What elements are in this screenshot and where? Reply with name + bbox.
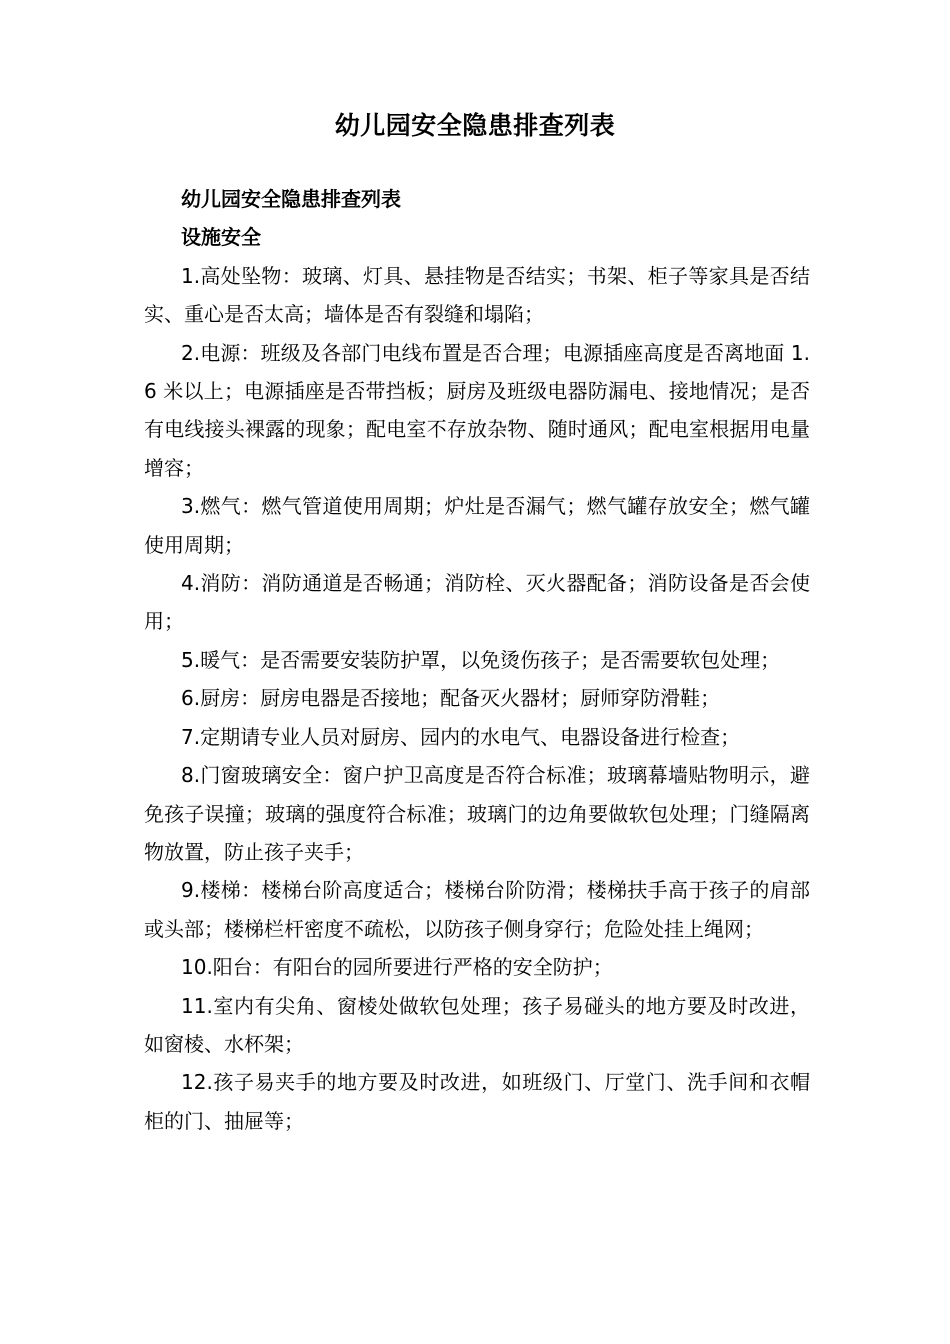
document-body: [144, 180, 810, 1140]
page-title: 幼儿园安全隐患排查列表: [334, 111, 616, 140]
list-item: 3.燃气：燃气管道使用周期；炉灶是否漏气；燃气罐存放安全；燃气罐使用周期；: [144, 494, 810, 557]
list-item: 2.电源：班级及各部门电线布置是否合理；电源插座高度是否离地面 1.6 米以上；电源插座是否带挡板；厨房及班级电器防漏电、接地情况；是否有电线接头裸露的现象；配电室不存放杂物、随时通风；配电室根据用电量增容；: [144, 340, 810, 480]
list-item: 11.室内有尖角、窗棱处做软包处理；孩子易碰头的地方要及时改进，如窗棱、水杯架；: [144, 993, 810, 1056]
list-item: 10.阳台：有阳台的园所要进行严格的安全防护；: [181, 955, 613, 980]
list-item: 12.孩子易夹手的地方要及时改进，如班级门、厅堂门、洗手间和衣帽柜的门、抽屉等；: [144, 1070, 810, 1133]
list-item: 9.楼梯：楼梯台阶高度适合；楼梯台阶防滑；楼梯扶手高于孩子的肩部或头部；楼梯栏杆密度不疏松，以防孩子侧身穿行；危险处挂上绳网；: [144, 878, 810, 941]
document-subtitle: 幼儿园安全隐患排查列表: [181, 187, 401, 211]
list-item: 1.高处坠物：玻璃、灯具、悬挂物是否结实；书架、柜子等家具是否结实、重心是否太高；墙体是否有裂缝和塌陷；: [144, 263, 810, 327]
list-item: 7.定期请专业人员对厨房、园内的水电气、电器设备进行检查；: [181, 724, 741, 749]
list-item: 6.厨房：厨房电器是否接地；配备灭火器材；厨师穿防滑鞋；: [181, 686, 721, 711]
section-heading: 设施安全: [181, 225, 261, 250]
list-item: 5.暖气：是否需要安装防护罩，以免烫伤孩子；是否需要软包处理；: [181, 647, 781, 672]
list-item: 4.消防：消防通道是否畅通；消防栓、灭火器配备；消防设备是否会使用；: [144, 571, 810, 634]
list-item: 8.门窗玻璃安全：窗户护卫高度是否符合标准；玻璃幕墙贴物明示，避免孩子误撞；玻璃的强度符合标准；玻璃门的边角要做软包处理；门缝隔离物放置，防止孩子夹手；: [144, 763, 810, 864]
